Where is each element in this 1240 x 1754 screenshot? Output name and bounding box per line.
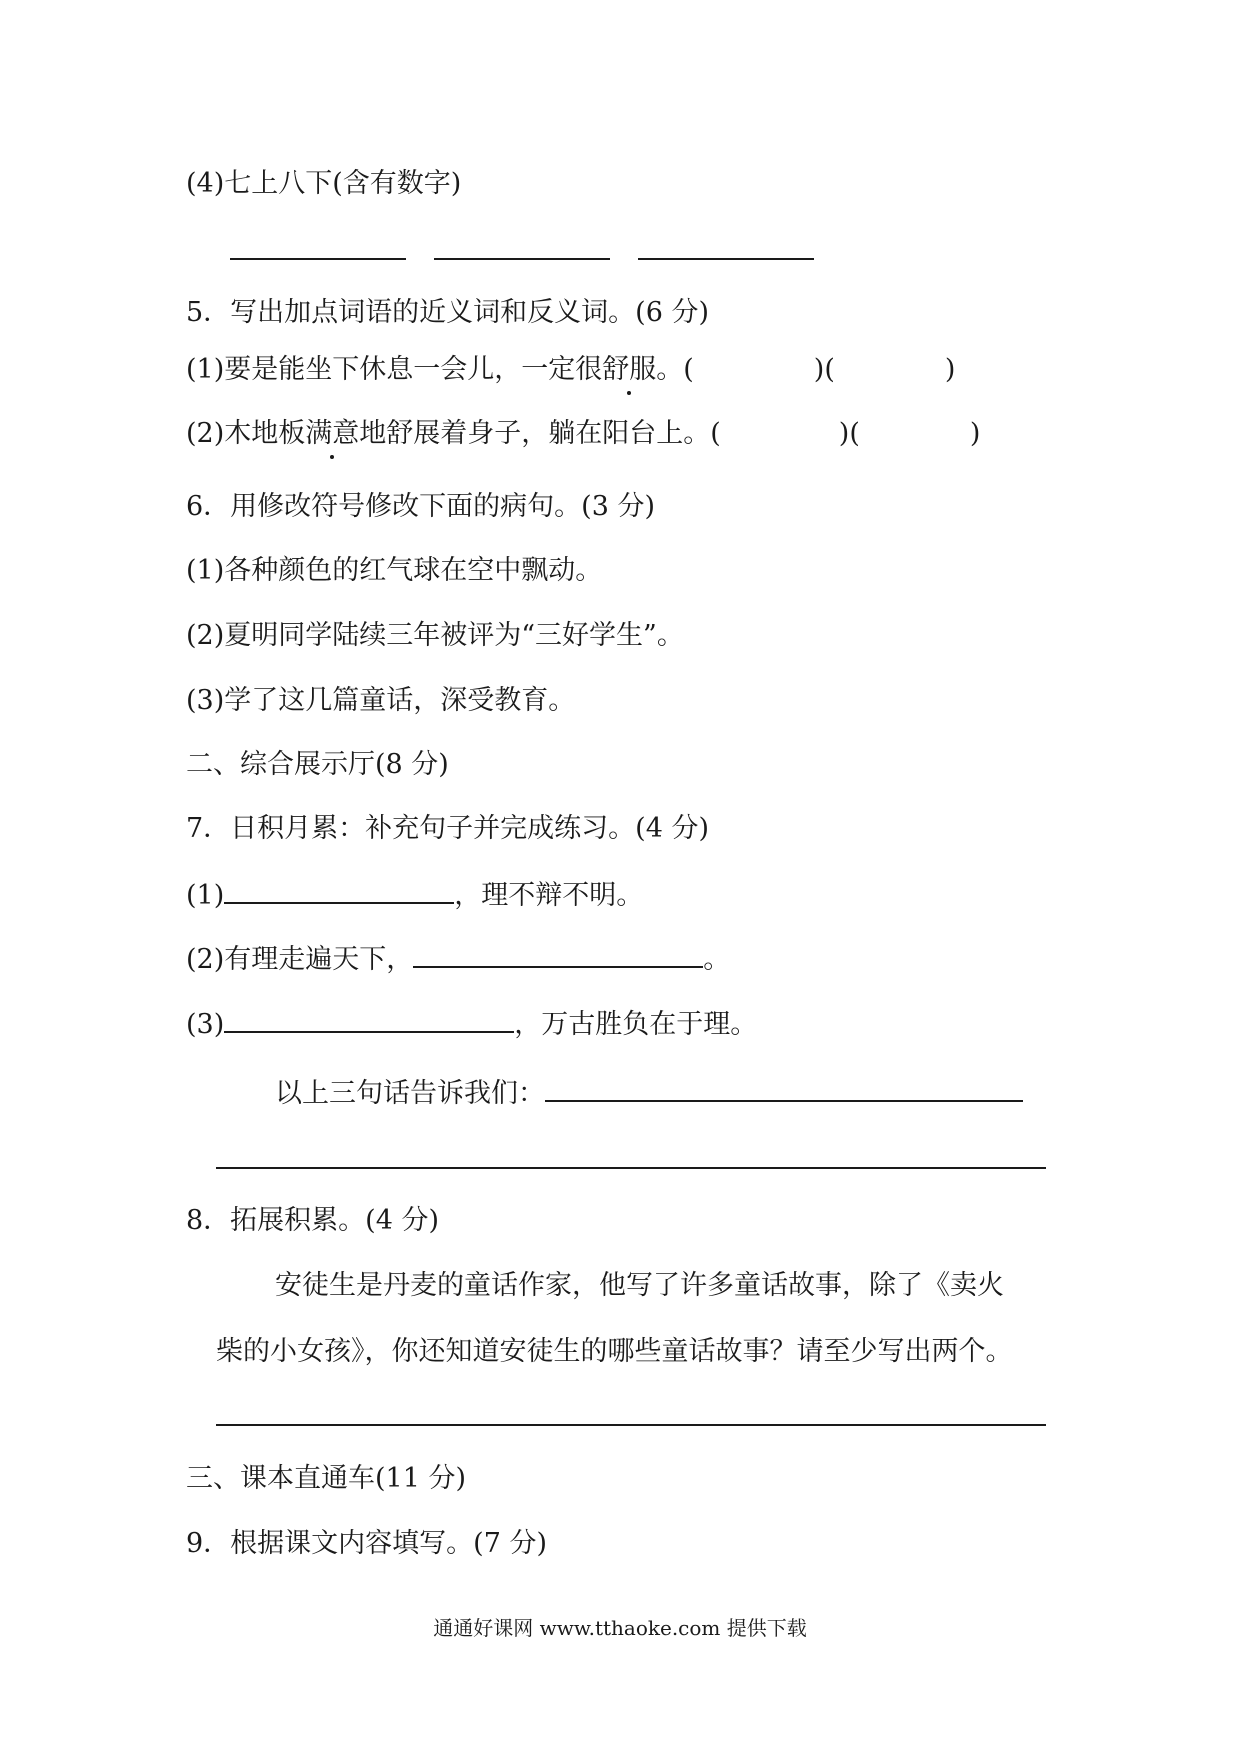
item-prefix: (1) bbox=[186, 880, 225, 911]
dotted-word: 满意 bbox=[305, 418, 360, 449]
question-5-item-2 bbox=[186, 417, 980, 451]
item-text: )( bbox=[813, 354, 835, 385]
item-text: 地舒展着身子，躺在阳台上。( bbox=[359, 418, 721, 449]
answer-line[interactable] bbox=[216, 1424, 1046, 1426]
dotted-word: 舒服 bbox=[602, 354, 657, 385]
item-text: (1)要是能坐下休息一会儿，一定很 bbox=[186, 354, 603, 385]
item-text: 。 bbox=[703, 944, 731, 975]
question-8-paragraph-line-1: 安徒生是丹麦的童话作家，他写了许多童话故事，除了《卖火 bbox=[275, 1270, 1004, 1301]
answer-blank[interactable] bbox=[224, 1007, 514, 1033]
question-8-title: 8．拓展积累。(4 分) bbox=[186, 1205, 440, 1236]
question-7-item-1 bbox=[186, 878, 643, 913]
answer-blank[interactable] bbox=[545, 1076, 1023, 1102]
question-6-title: 6．用修改符号修改下面的病句。(3 分) bbox=[186, 491, 656, 522]
question-7-item-3 bbox=[186, 1007, 757, 1042]
answer-line[interactable] bbox=[216, 1167, 1046, 1169]
question-7-summary bbox=[275, 1076, 1023, 1111]
item-text: (2)木地板 bbox=[186, 418, 306, 449]
question-6-item-2: (2)夏明同学陆续三年被评为“三好学生”。 bbox=[186, 620, 684, 651]
question-5-title: 5．写出加点词语的近义词和反义词。(6 分) bbox=[186, 297, 710, 328]
section-3-heading: 三、课本直通车(11 分) bbox=[186, 1463, 467, 1494]
item-prefix: (3) bbox=[186, 1009, 225, 1040]
question-8-paragraph-line-2: 柴的小女孩》，你还知道安徒生的哪些童话故事？请至少写出两个。 bbox=[216, 1336, 1013, 1367]
footer-credit: 通通好课网 www.tthaoke.com 提供下载 bbox=[433, 1616, 807, 1640]
question-6-item-3: (3)学了这几篇童话，深受教育。 bbox=[186, 685, 576, 716]
answer-blank[interactable] bbox=[224, 878, 454, 904]
section-2-heading: 二、综合展示厅(8 分) bbox=[186, 749, 449, 780]
item-text: ，理不辩不明。 bbox=[454, 880, 644, 911]
answer-blank[interactable] bbox=[638, 258, 814, 260]
item-text: 。( bbox=[656, 354, 694, 385]
item-text: ) bbox=[944, 354, 956, 385]
item-text: ) bbox=[969, 418, 981, 449]
question-7-title: 7．日积月累：补充句子并完成练习。(4 分) bbox=[186, 813, 710, 844]
question-5-item-1 bbox=[186, 353, 955, 387]
question-9-title: 9．根据课文内容填写。(7 分) bbox=[186, 1528, 548, 1559]
question-7-item-2 bbox=[186, 942, 730, 977]
item-text: )( bbox=[838, 418, 860, 449]
item-text: ，万古胜负在于理。 bbox=[514, 1009, 758, 1040]
question-4-4: (4)七上八下(含有数字) bbox=[186, 168, 462, 199]
summary-label: 以上三句话告诉我们： bbox=[275, 1078, 545, 1109]
item-text: (2)有理走遍天下， bbox=[186, 944, 414, 975]
answer-blank[interactable] bbox=[434, 258, 610, 260]
answer-blank[interactable] bbox=[230, 258, 406, 260]
answer-blank[interactable] bbox=[413, 942, 703, 968]
question-6-item-1: (1)各种颜色的红气球在空中飘动。 bbox=[186, 555, 603, 586]
